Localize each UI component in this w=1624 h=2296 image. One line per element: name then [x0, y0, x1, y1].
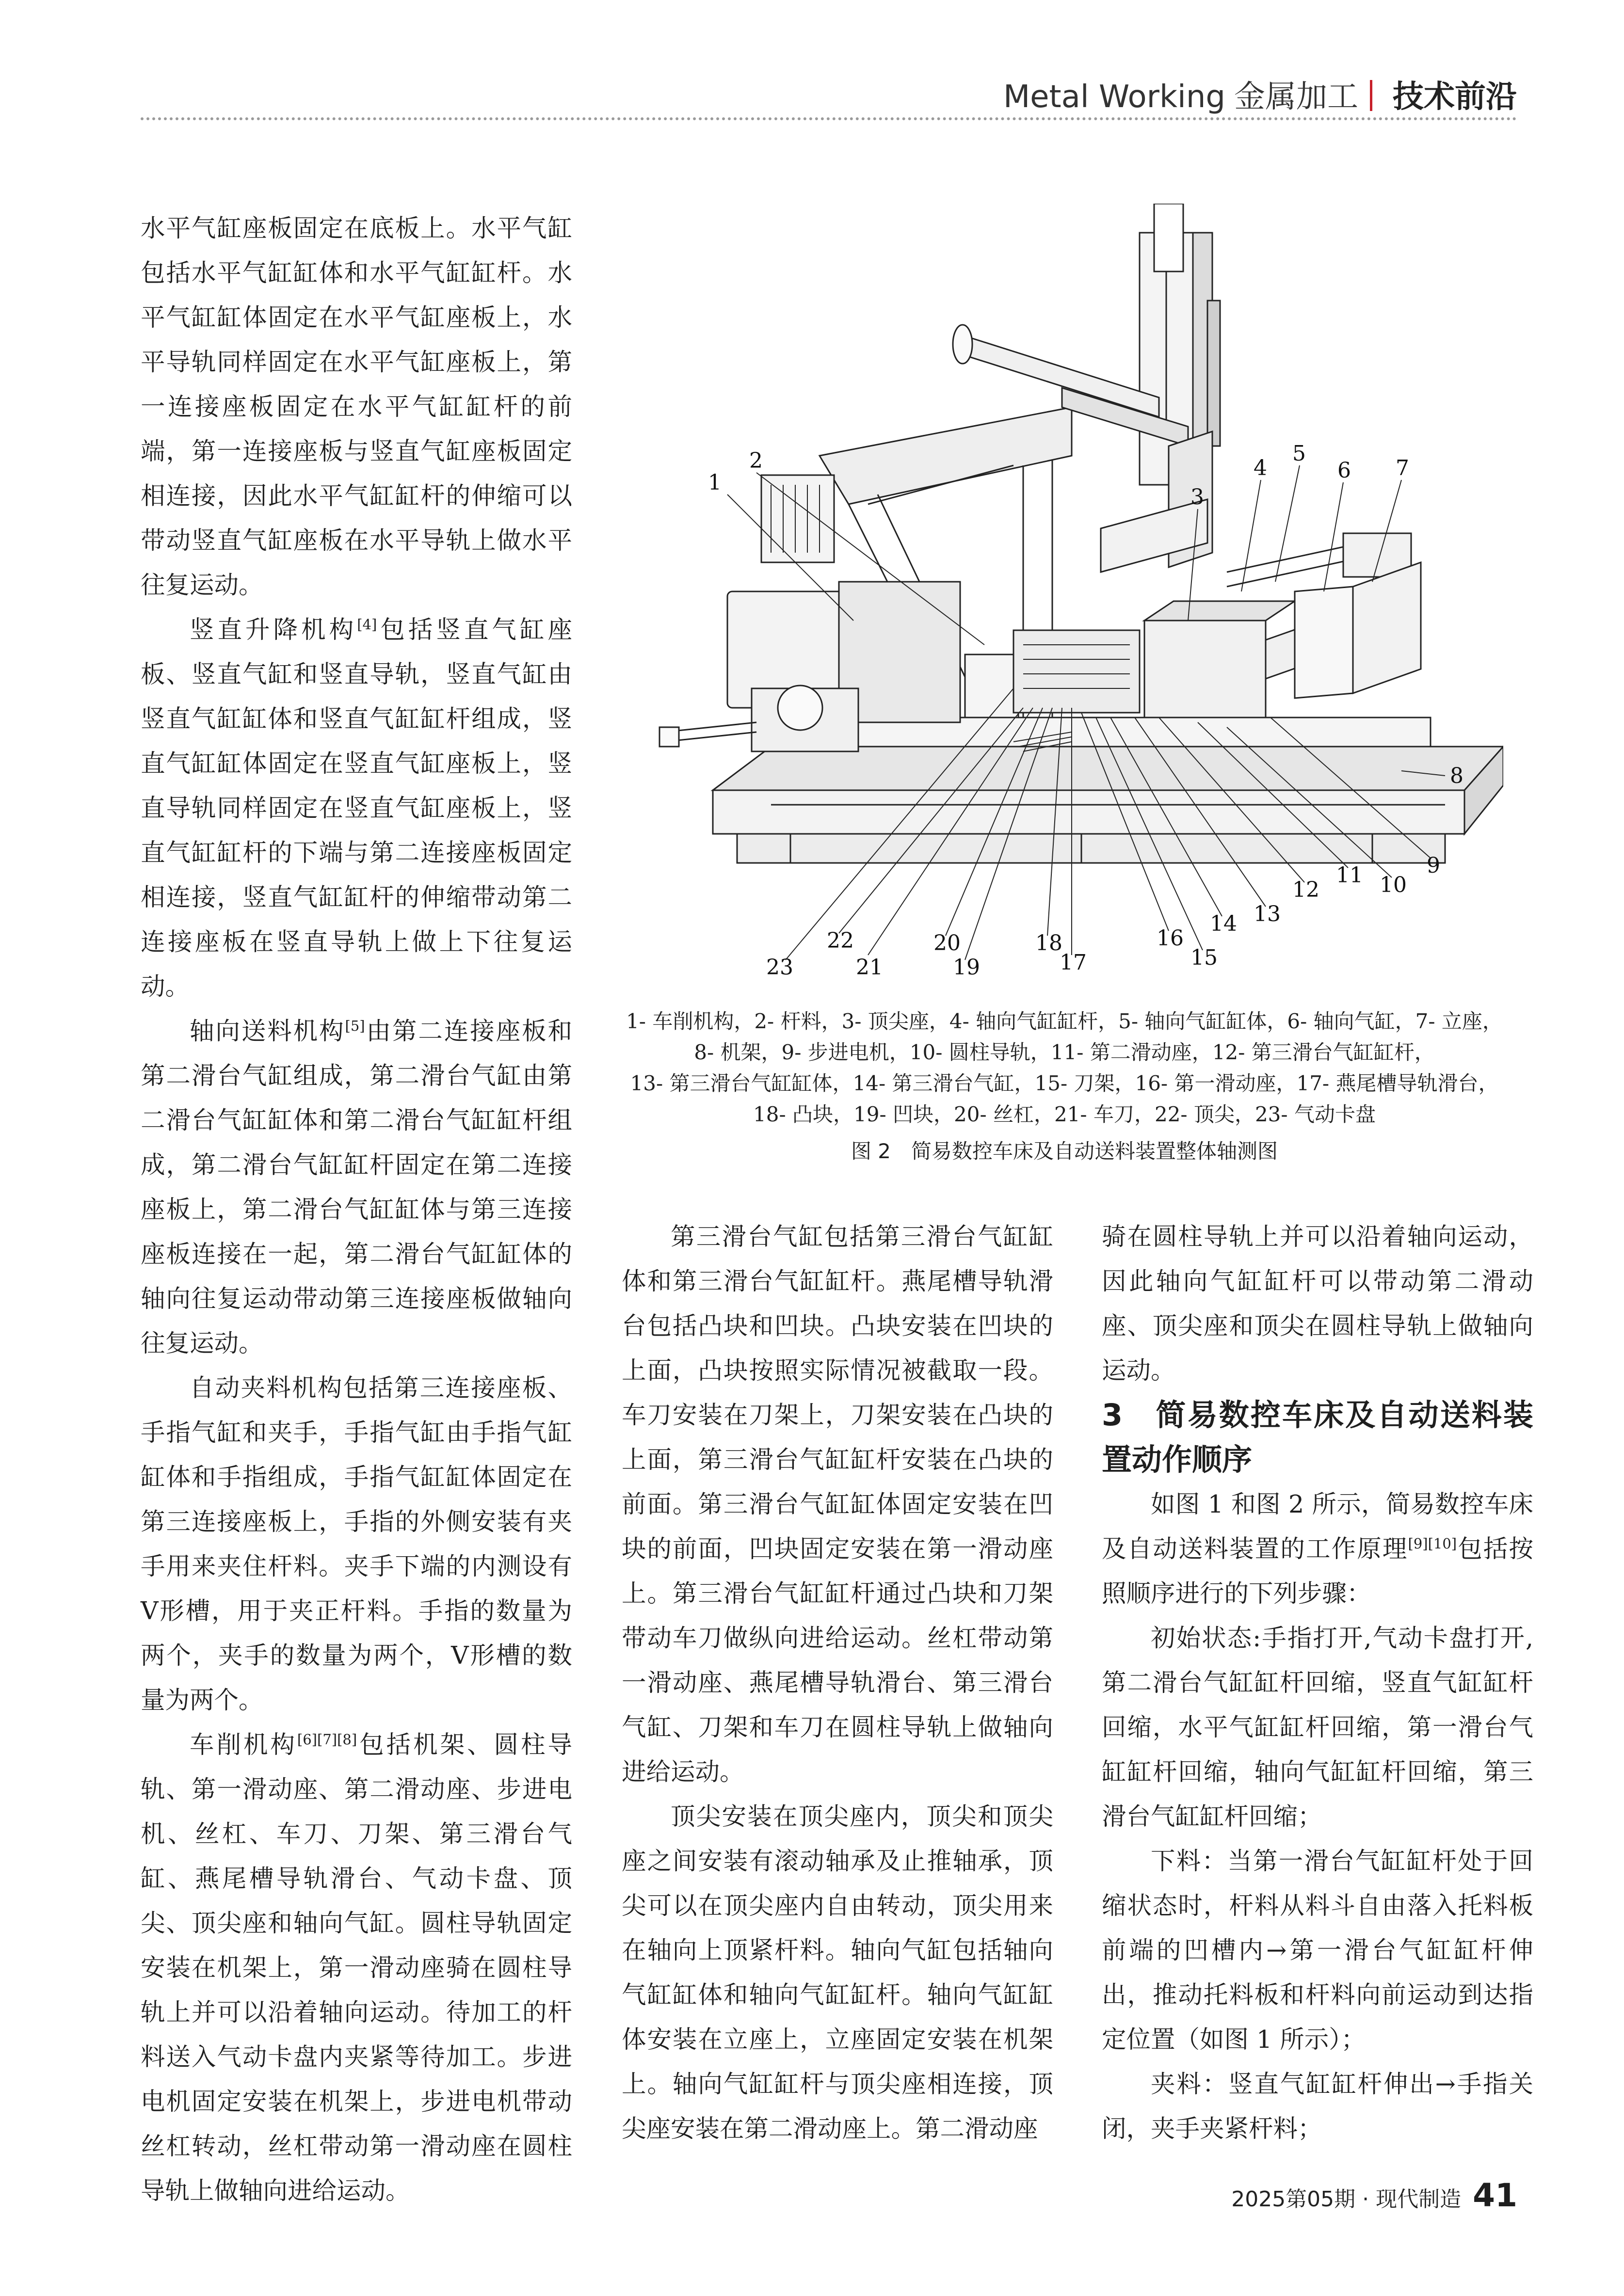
machine-drawing — [645, 204, 1503, 989]
paragraph: 夹料：竖直气缸缸杆伸出→手指关闭，夹手夹紧杆料； — [1102, 2070, 1533, 2143]
callout-15: 15 — [1190, 945, 1218, 970]
callout-5: 5 — [1292, 441, 1306, 466]
callout-23: 23 — [766, 955, 793, 980]
callout-10: 10 — [1380, 873, 1407, 897]
callout-12: 12 — [1292, 877, 1319, 902]
caption-legend-line: 8- 机架，9- 步进电机，10- 圆柱导轨，11- 第二滑动座，12- 第三滑台气缸缸杆， — [694, 1040, 1435, 1064]
page-header — [141, 63, 1517, 121]
header-dotted-rule — [141, 117, 1517, 120]
callout-9: 9 — [1427, 853, 1440, 878]
paragraph: 竖直升降机构[4]包括竖直气缸座板、竖直气缸和竖直导轨，竖直气缸由竖直气缸缸体和竖直气缸缸杆组成，竖直气缸缸体固定在竖直气缸座板上，竖直导轨同样固定在竖直气缸座板上，竖直气缸缸杆的下端与第二连接座板固定相连接，竖直气缸缸杆的伸缩带动第二连接座板在竖直导轨上做上下往复运动。 — [141, 615, 572, 1001]
callout-8: 8 — [1450, 764, 1463, 788]
callout-14: 14 — [1210, 911, 1237, 936]
paragraph: 顶尖安装在顶尖座内，顶尖和顶尖座之间安装有滚动轴承及止推轴承，顶尖可以在顶尖座内自由转动，顶尖用来在轴向上顶紧杆料。轴向气缸包括轴向气缸缸体和轴向气缸缸杆。轴向气缸缸体安装在立座上，立座固定安装在机架上。轴向气缸缸杆与顶尖座相连接，顶尖座安装在第二滑动座上。第二滑动座 — [622, 1802, 1053, 2143]
callout-3: 3 — [1190, 485, 1204, 510]
citation: [9][10] — [1408, 1535, 1457, 1552]
caption-legend-line: 18- 凸块，19- 凹块，20- 丝杠，21- 车刀，22- 顶尖，23- 气动卡盘 — [753, 1102, 1376, 1126]
citation: [6][7][8] — [297, 1731, 357, 1748]
callout-18: 18 — [1035, 931, 1062, 956]
caption-legend-line: 13- 第三滑台气缸缸体，14- 第三滑台气缸，15- 刀架，16- 第一滑动座，17- 燕尾槽导轨滑台， — [630, 1071, 1499, 1095]
callout-11: 11 — [1336, 863, 1363, 888]
paragraph: 车削机构[6][7][8]包括机架、圆柱导轨、第一滑动座、第二滑动座、步进电机、丝杠、车刀、刀架、第三滑台气缸、燕尾槽导轨滑台、气动卡盘、顶尖、顶尖座和轴向气缸。圆柱导轨固定安装在机架上，第一滑动座骑在圆柱导轨上并可以沿着轴向运动。待加工的杆料送入气动卡盘内夹紧等待加工。步进电机固定安装在机架上，步进电机带动丝杠转动，丝杠带动第一滑动座在圆柱导轨上做轴向进给运动。 — [141, 1730, 573, 2205]
citation: [5] — [345, 1018, 365, 1035]
paragraph: 轴向送料机构[5]由第二连接座板和第二滑台气缸组成，第二滑台气缸由第二滑台气缸缸体和第二滑台气缸缸杆组成，第二滑台气缸缸杆固定在第二连接座板上，第二滑台气缸缸体与第三连接座板连接在一起，第二滑台气缸缸体的轴向往复运动带动第三连接座板做轴向往复运动。 — [141, 1017, 572, 1357]
callout-21: 21 — [856, 955, 883, 980]
journal-name-cn: 金属加工 — [1234, 79, 1358, 115]
paragraph: 如图 1 和图 2 所示，简易数控车床及自动送料装置的工作原理[9][10]包括按照顺序进行的下列步骤： — [1102, 1490, 1534, 1608]
section-name: 技术前沿 — [1393, 79, 1517, 115]
callout-19: 19 — [953, 955, 980, 980]
citation: [4] — [357, 616, 377, 633]
paragraph: 自动夹料机构包括第三连接座板、手指气缸和夹手，手指气缸由手指气缸缸体和手指组成，手指气缸缸体固定在第三连接座板上，手指的外侧安装有夹手用来夹住杆料。夹手下端的内测设有V形槽，用于夹正杆料。手指的数量为两个，夹手的数量为两个，V形槽的数量为两个。 — [141, 1373, 572, 1714]
issue-info: 2025第05期 · 现代制造 — [1231, 2187, 1462, 2212]
callout-22: 22 — [827, 928, 854, 953]
callout-17: 17 — [1060, 950, 1087, 975]
callout-4: 4 — [1254, 456, 1267, 480]
paragraph: 第三滑台气缸包括第三滑台气缸缸体和第三滑台气缸缸杆。燕尾槽导轨滑台包括凸块和凹块。凸块安装在凹块的上面，凸块按照实际情况被截取一段。车刀安装在刀架上，刀架安装在凸块的上面，第三滑台气缸缸杆安装在凸块的前面。第三滑台气缸缸体固定安装在凹块的前面，凹块固定安装在第一滑动座上。第三滑台气缸缸杆通过凸块和刀架带动车刀做纵向进给运动。丝杠带动第一滑动座、燕尾槽导轨滑台、第三滑台气缸、刀架和车刀在圆柱导轨上做轴向进给运动。 — [622, 1222, 1053, 1786]
callout-1: 1 — [708, 470, 722, 495]
figure-2-isometric-drawing — [645, 204, 1503, 989]
caption-legend-line: 1- 车削机构，2- 杆料，3- 顶尖座，4- 轴向气缸缸杆，5- 轴向气缸缸体，6- 轴向气缸，7- 立座， — [626, 1009, 1503, 1033]
figure-caption — [612, 1006, 1517, 1167]
figure-title: 图 2 简易数控车床及自动送料装置整体轴测图 — [851, 1139, 1278, 1163]
callout-7: 7 — [1396, 456, 1409, 480]
journal-name-en: Metal Working — [1003, 79, 1225, 115]
paragraph: 水平气缸座板固定在底板上。水平气缸包括水平气缸缸体和水平气缸缸杆。水平气缸缸体固定在水平气缸座板上，水平导轨同样固定在水平气缸座板上，第一连接座板固定在水平气缸缸杆的前端，第一连接座板与竖直气缸座板固定相连接，因此水平气缸缸杆的伸缩可以带动竖直气缸座板在水平导轨上做水平往复运动。 — [141, 214, 572, 599]
paragraph: 下料：当第一滑台气缸缸杆处于回缩状态时，杆料从料斗自由落入托料板前端的凹槽内→第一滑台气缸缸杆伸出，推动托料板和杆料向前运动到达指定位置（如图 1 所示）； — [1102, 1847, 1533, 2054]
callout-2: 2 — [749, 448, 763, 473]
text-column-3 — [1102, 1214, 1533, 2151]
callout-13: 13 — [1254, 902, 1281, 926]
header-divider — [1370, 80, 1372, 111]
text-column-1 — [141, 206, 572, 2213]
paragraph: 初始状态:手指打开,气动卡盘打开,第二滑台气缸缸杆回缩，竖直气缸缸杆回缩，水平气缸缸杆回缩，第一滑台气缸缸杆回缩，轴向气缸缸杆回缩，第三滑台气缸缸杆回缩； — [1102, 1624, 1533, 1831]
text-column-2 — [622, 1214, 1053, 2151]
callout-16: 16 — [1157, 926, 1184, 951]
callout-20: 20 — [933, 931, 961, 956]
running-header — [1003, 72, 1517, 116]
page-footer — [1231, 2177, 1517, 2214]
page-number: 41 — [1473, 2177, 1517, 2214]
paragraph: 骑在圆柱导轨上并可以沿着轴向运动，因此轴向气缸缸杆可以带动第二滑动座、顶尖座和顶尖在圆柱导轨上做轴向运动。 — [1102, 1222, 1533, 1385]
section-heading: 3 简易数控车床及自动送料装置动作顺序 — [1102, 1397, 1533, 1477]
callout-6: 6 — [1337, 458, 1351, 483]
